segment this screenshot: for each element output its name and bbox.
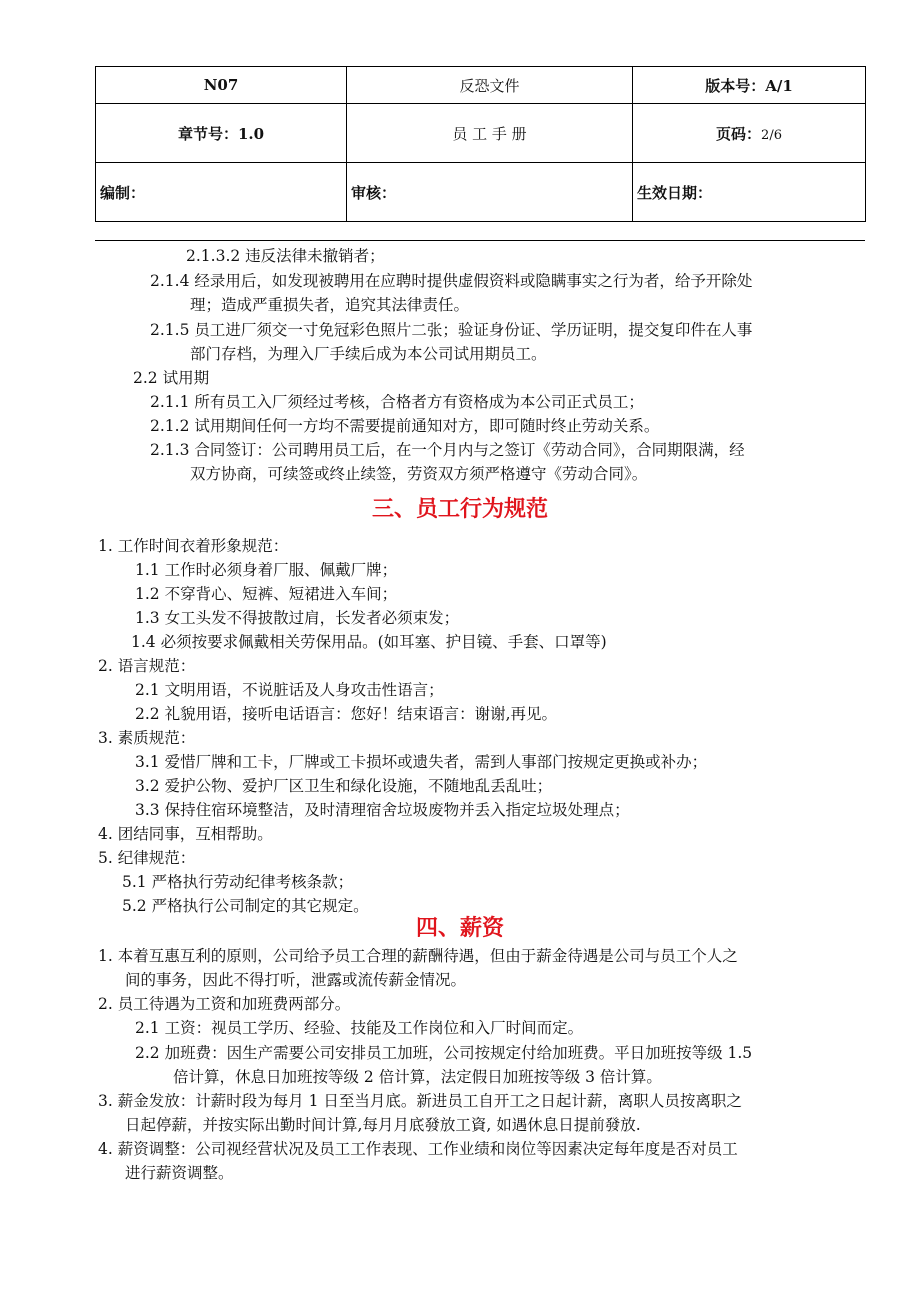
chapter-cell bbox=[96, 104, 347, 163]
manual-title-text: 员 工 手 册 bbox=[452, 124, 527, 143]
list-item: 1.3 女工头发不得披散过肩，长发者必须束发； bbox=[135, 609, 460, 627]
list-item: 倍计算，休息日加班按等级 2 倍计算，法定假日加班按等级 3 倍计算。 bbox=[173, 1068, 662, 1086]
chapter-label: 章节号： bbox=[177, 124, 238, 143]
page-label: 页码： bbox=[716, 124, 762, 143]
section-heading-probation: 2.2 试用期 bbox=[133, 369, 210, 387]
manual-title bbox=[347, 104, 633, 163]
list-item: 2.2 加班费：因生产需要公司安排员工加班，公司按规定付给加班费。平日加班按等级 1.5 bbox=[135, 1044, 753, 1062]
list-item: 2. 语言规范： bbox=[98, 657, 196, 675]
prepared-by-cell: 编制： bbox=[96, 163, 347, 222]
list-item: 2.1 文明用语，不说脏话及人身攻击性语言； bbox=[135, 681, 444, 699]
body-line: 2.1.4 经录用后，如发现被聘用在应聘时提供虚假资料或隐瞒事实之行为者，给予开除处 bbox=[150, 272, 753, 290]
document-header-table bbox=[95, 66, 866, 222]
list-item: 2. 员工待遇为工资和加班费两部分。 bbox=[98, 995, 351, 1013]
body-line: 2.1.3 合同签订：公司聘用员工后，在一个月内与之签订《劳动合同》，合同期限满，经 bbox=[150, 441, 745, 459]
list-item: 2.2 礼貌用语，接听电话语言：您好！结束语言：谢谢,再见。 bbox=[135, 705, 558, 723]
list-item: 进行薪资调整。 bbox=[125, 1164, 234, 1182]
list-item: 1. 本着互惠互利的原则，公司给予员工合理的薪酬待遇，但由于薪金待遇是公司与员工个人之 bbox=[98, 947, 738, 965]
version-value: A/1 bbox=[765, 76, 793, 95]
list-item: 3. 素质规范： bbox=[98, 729, 196, 747]
list-item: 4. 薪资调整：公司视经营状况及员工工作表现、工作业绩和岗位等因素决定每年度是否对员工 bbox=[98, 1140, 738, 1158]
page-cell bbox=[633, 104, 866, 163]
chapter-value: 1.0 bbox=[237, 124, 265, 143]
body-line: 2.1.2 试用期间任何一方均不需要提前通知对方，即可随时终止劳动关系。 bbox=[150, 417, 660, 435]
effective-date-cell: 生效日期： bbox=[633, 163, 866, 222]
body-line: 部门存档，为理入厂手续后成为本公司试用期员工。 bbox=[190, 345, 547, 363]
list-item: 日起停薪，并按实际出勤时间计算,每月月底發放工資, 如遇休息日提前發放. bbox=[125, 1116, 641, 1134]
doc-type bbox=[347, 67, 633, 104]
body-line: 2.1.5 员工进厂须交一寸免冠彩色照片二张；验证身份证、学历证明，提交复印件在人事 bbox=[150, 321, 753, 339]
list-item: 3.1 爱惜厂牌和工卡，厂牌或工卡损坏或遗失者，需到人事部门按规定更换或补办； bbox=[135, 753, 708, 771]
list-item: 3.3 保持住宿环境整洁，及时清理宿舍垃圾废物并丢入指定垃圾处理点； bbox=[135, 801, 630, 819]
list-item: 1.4 必须按要求佩戴相关劳保用品。(如耳塞、护目镜、手套、口罩等) bbox=[131, 633, 607, 651]
chapter-heading-conduct: 三、员工行为规范 bbox=[371, 496, 548, 522]
body-line: 2.1.3.2 违反法律未撤销者； bbox=[186, 247, 385, 265]
list-item: 5.2 严格执行公司制定的其它规定。 bbox=[122, 897, 369, 915]
list-item: 4. 团结同事，互相帮助。 bbox=[98, 825, 273, 843]
list-item: 1.2 不穿背心、短裤、短裙进入车间； bbox=[135, 585, 398, 603]
list-item: 5.1 严格执行劳动纪律考核条款； bbox=[122, 873, 354, 891]
reviewed-by-cell: 审核： bbox=[347, 163, 633, 222]
list-item: 3. 薪金发放：计薪时段为每月 1 日至当月底。新进员工自开工之日起计薪，离职人员按离职之 bbox=[98, 1092, 742, 1110]
header-divider bbox=[95, 240, 865, 241]
version-cell bbox=[633, 67, 866, 104]
list-item: 2.1 工资：视员工学历、经验、技能及工作岗位和入厂时间而定。 bbox=[135, 1019, 584, 1037]
list-item: 间的事务，因此不得打听，泄露或流传薪金情况。 bbox=[125, 971, 467, 989]
chapter-heading-salary: 四、薪资 bbox=[415, 915, 504, 941]
body-line: 2.1.1 所有员工入厂须经过考核，合格者方有资格成为本公司正式员工； bbox=[150, 393, 644, 411]
body-line: 双方协商，可续签或终止续签，劳资双方须严格遵守《劳动合同》。 bbox=[190, 465, 648, 483]
page-value: 2/6 bbox=[761, 127, 782, 143]
list-item: 1.1 工作时必须身着厂服、佩戴厂牌； bbox=[135, 561, 398, 579]
doc-code: N07 bbox=[96, 67, 347, 104]
list-item: 3.2 爱护公物、爱护厂区卫生和绿化设施，不随地乱丢乱吐； bbox=[135, 777, 553, 795]
body-line: 理；造成严重损失者，追究其法律责任。 bbox=[190, 296, 470, 314]
list-item: 1. 工作时间衣着形象规范： bbox=[98, 537, 289, 555]
version-label: 版本号： bbox=[705, 76, 766, 95]
list-item: 5. 纪律规范： bbox=[98, 849, 196, 867]
doc-type-text: 反恐文件 bbox=[459, 76, 520, 95]
